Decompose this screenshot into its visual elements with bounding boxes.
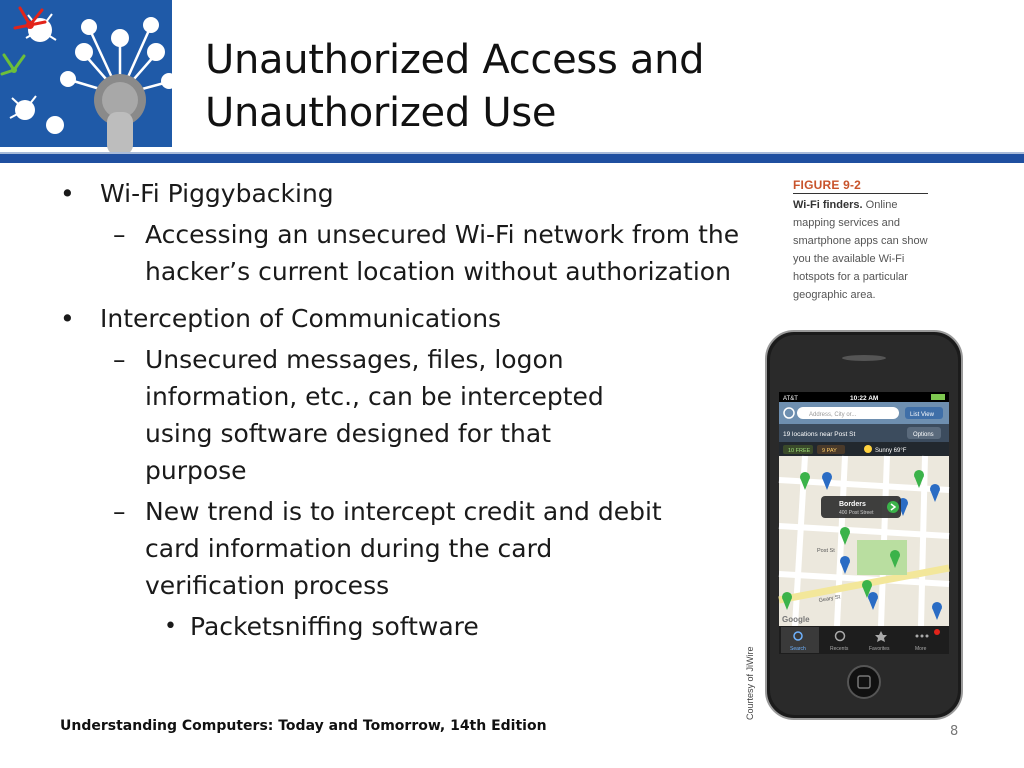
figure-caption <box>793 178 933 304</box>
callout-address: 400 Post Street <box>839 510 874 516</box>
sub-bullet-item <box>60 493 685 604</box>
slide-footer: Understanding Computers: Today and Tomorrow, 14th Edition <box>60 718 547 734</box>
sub-sub-bullet-text: Packetsniffing software <box>190 612 479 641</box>
figure-text <box>793 196 933 304</box>
bullet-item <box>60 175 750 212</box>
search-placeholder: Address, City or... <box>809 412 857 418</box>
status-time: 10:22 AM <box>850 395 879 402</box>
more-icon[interactable] <box>916 635 929 638</box>
sub-bullet-item <box>60 341 635 489</box>
figure-heading: Wi-Fi finders. <box>793 199 863 211</box>
post-street-label: Post St <box>817 548 835 554</box>
options-label: Options <box>913 432 934 438</box>
tab-search[interactable]: Search <box>790 646 806 652</box>
bullet-text: Wi-Fi Piggybacking <box>100 179 334 208</box>
tab-favorites[interactable]: Favorites <box>869 646 890 652</box>
sub-bullet-text: Unsecured messages, files, logon information, etc., can be intercepted using software designed for that purpose <box>145 345 604 485</box>
bullet-text: Interception of Communications <box>100 304 502 333</box>
bullet-marker: • <box>60 179 75 208</box>
dandelion-logo <box>0 0 180 155</box>
google-logo: Google <box>782 615 810 624</box>
list-view-label: List View <box>910 412 934 418</box>
title-line-1: Unauthorized Access and <box>205 37 705 83</box>
sub-bullet-text: Accessing an unsecured Wi-Fi network from the hacker’s current location without authorization <box>145 220 740 286</box>
bullet-marker: • <box>60 304 75 333</box>
sub-bullet-text: New trend is to intercept credit and debit card information during the card verification process <box>145 497 662 600</box>
locations-count: 19 locations near Post St <box>783 431 856 438</box>
figure-body: Online mapping services and smartphone apps can show you the available Wi-Fi hotspots for a particular geographic area. <box>793 199 928 301</box>
title-line-2: Unauthorized Use <box>205 90 557 136</box>
page-number: 8 <box>950 724 959 739</box>
pay-filter: 9 PAY <box>822 448 837 454</box>
bullet-marker: • <box>164 614 177 639</box>
tab-recents[interactable]: Recents <box>830 646 849 652</box>
dash-marker: – <box>113 220 126 249</box>
tab-more[interactable]: More <box>915 646 927 652</box>
smartphone-image <box>765 330 963 720</box>
dash-marker: – <box>113 345 126 374</box>
free-filter: 10 FREE <box>788 448 811 454</box>
weather-label: Sunny 69°F <box>875 448 907 454</box>
image-credit: Courtesy of JiWire <box>745 646 755 720</box>
callout-name: Borders <box>839 501 866 508</box>
title-divider-bar <box>0 154 1024 163</box>
sub-sub-bullet-item <box>60 608 750 645</box>
bullet-list <box>60 175 750 645</box>
slide-title <box>205 34 985 140</box>
figure-label: FIGURE 9-2 <box>793 178 928 194</box>
dash-marker: – <box>113 497 126 526</box>
geary-street-label: Geary St <box>818 594 841 604</box>
sub-bullet-item <box>60 216 750 290</box>
carrier-label: AT&T <box>783 396 798 402</box>
bullet-item <box>60 300 750 337</box>
